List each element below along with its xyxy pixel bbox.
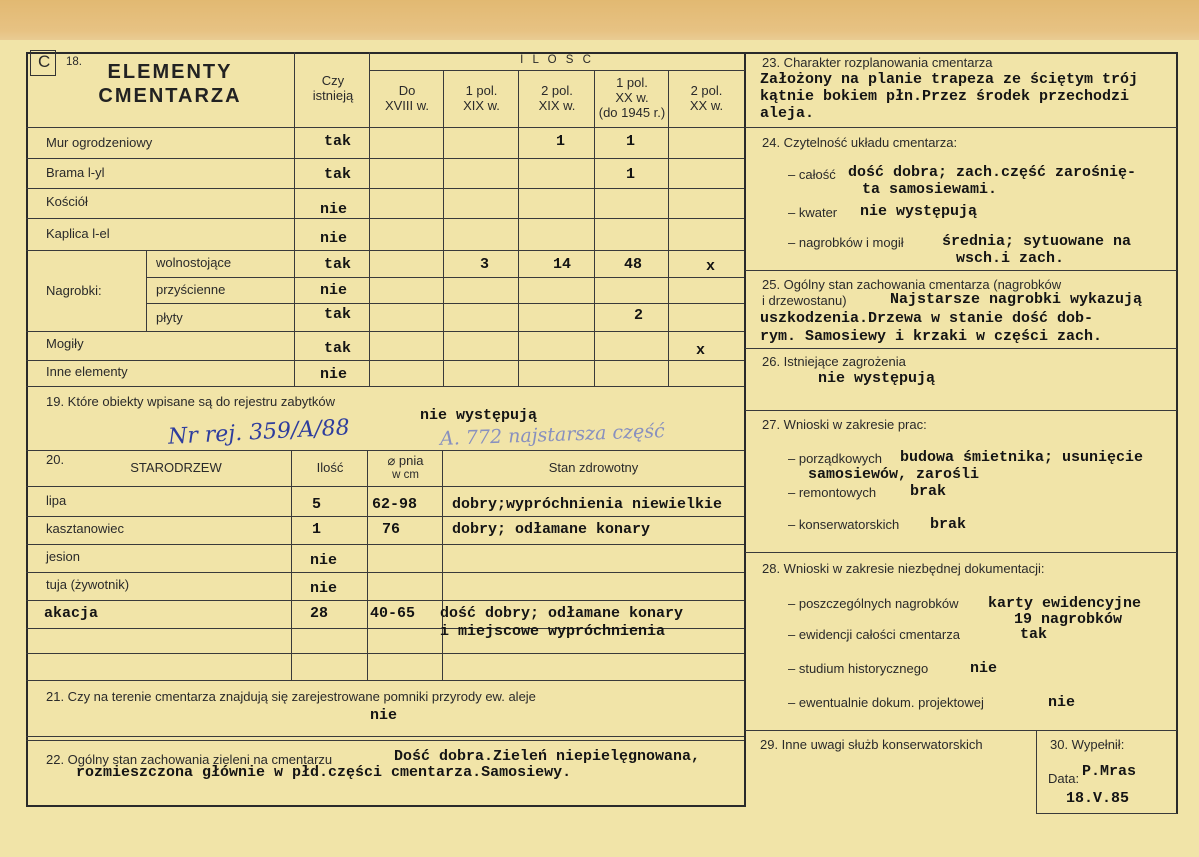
column-header-1pol-xx <box>595 76 669 121</box>
section-20-col-pnia <box>368 454 443 482</box>
tree-row-lipa-label: lipa <box>46 493 67 508</box>
column-header-2pol-xx-l2: XX w. <box>689 97 724 113</box>
section-28-ewidencji-value: tak <box>1020 626 1048 643</box>
section-20-col-pnia-l2: w cm <box>392 468 419 481</box>
element-row-wolnostojace-v2: 3 <box>480 256 490 273</box>
section-28-nagrobkow-value-line2: 19 nagrobków <box>1014 611 1123 628</box>
section-27-remontowych-value: brak <box>910 483 947 500</box>
section-20-col-pnia-l1: ⌀ pnia <box>387 453 424 468</box>
section-28-studium-label: – studium historycznego <box>788 661 929 676</box>
tree-row-jesion-qty: nie <box>310 552 338 569</box>
section-25-value-line3: rym. Samosiewy i krzaki w części zach. <box>760 328 1103 345</box>
column-header-1pol-xix <box>444 84 519 114</box>
column-header-2pol-xx-l1: 2 pol. <box>690 83 723 98</box>
section-29-label: 29. Inne uwagi służb konserwatorskich <box>760 737 983 752</box>
section-27-konserwatorskich-value: brak <box>930 516 967 533</box>
element-row-mogily-v5: x <box>696 342 706 359</box>
element-row-kaplica-label: Kaplica l-el <box>46 226 110 241</box>
column-header-czy-istnieja <box>296 74 370 104</box>
section-28-ewidencji-label: – ewidencji całości cmentarza <box>788 627 960 642</box>
element-row-plyty-v4: 2 <box>634 307 644 324</box>
section-28-studium-value: nie <box>970 660 998 677</box>
adhesive-tape-strip <box>0 0 1199 44</box>
section-18-number: 18. <box>66 56 82 68</box>
element-row-mur-v4: 1 <box>626 133 636 150</box>
column-header-do-xviii-l2: XVIII w. <box>384 97 430 113</box>
section-24-nagrobkow-label: – nagrobków i mogił <box>788 235 904 250</box>
element-row-plyty-label: płyty <box>156 310 183 325</box>
section-30-name: P.Mras <box>1082 763 1137 780</box>
tree-row-kasztanowiec-diam: 76 <box>382 521 401 538</box>
element-row-brama-v4: 1 <box>626 166 636 183</box>
section-27-remontowych-label: – remontowych <box>788 485 877 500</box>
section-20-number: 20. <box>46 452 65 467</box>
section-20-title: STARODRZEW <box>130 460 222 475</box>
section-25-label-line2: i drzewostanu) <box>762 293 847 308</box>
section-19-handwriting-faint: A. 772 najstarsza część <box>439 420 666 450</box>
column-header-czy-l1: Czy <box>321 73 345 88</box>
tree-row-tuja-label: tuja (żywotnik) <box>46 577 130 592</box>
section-27-porzadkowych-value-line2: samosiewów, zarośli <box>808 466 980 483</box>
element-row-plyty-exists: tak <box>324 306 352 323</box>
element-row-kosciol-label: Kościół <box>46 194 88 209</box>
section-26-label: 26. Istniejące zagrożenia <box>762 354 906 369</box>
element-row-mur-exists: tak <box>324 133 352 150</box>
column-header-2pol-xix-l1: 2 pol. <box>541 83 573 98</box>
column-header-do-xviii-l1: Do <box>398 83 416 98</box>
section-27-porzadkowych-label: – porządkowych <box>788 451 882 466</box>
section-24-nagrobkow-value-line2: wsch.i zach. <box>956 250 1065 267</box>
tree-row-jesion-label: jesion <box>46 549 80 564</box>
column-header-1pol-xx-l2: XX w. <box>615 89 649 105</box>
column-header-2pol-xx <box>669 84 744 114</box>
section-18-title-line2: CMENTARZA <box>98 85 242 107</box>
tree-row-lipa-diam: 62-98 <box>372 496 418 513</box>
column-header-1pol-xx-l3: (do 1945 r.) <box>598 104 666 120</box>
section-28-label: 28. Wnioski w zakresie niezbędnej dokumentacji: <box>762 561 1045 576</box>
section-19-value: nie występują <box>420 407 538 424</box>
section-18-title-line1: ELEMENTY <box>107 61 233 83</box>
section-25-value-line2: uszkodzenia.Drzewa w stanie dość dob- <box>760 310 1094 327</box>
section-22-value-line2: rozmieszczona głównie w płd.części cmentarza.Samosiewy. <box>76 764 572 781</box>
column-header-2pol-xix <box>519 84 595 114</box>
section-24-calosc-label: – całość <box>788 167 836 182</box>
section-27-porzadkowych-value-line1: budowa śmietnika; usunięcie <box>900 449 1144 466</box>
column-header-do-xviii <box>370 84 444 114</box>
element-row-mogily-exists: tak <box>324 340 352 357</box>
section-28-projektowej-label: – ewentualnie dokum. projektowej <box>788 695 984 710</box>
section-23-value-line3: aleja. <box>760 105 815 122</box>
section-20-col-stan: Stan zdrowotny <box>548 460 639 475</box>
section-27-label: 27. Wnioski w zakresie prac: <box>762 417 927 432</box>
section-22-label: 22. Ogólny stan zachowania zieleni na cmentarzu <box>46 752 333 767</box>
section-23-value-line2: kątnie bokiem płn.Przez środek przechodzi <box>760 88 1130 105</box>
element-row-wolnostojace-exists: tak <box>324 256 352 273</box>
ilosc-header: I L O Ś Ć <box>520 54 594 66</box>
element-row-kaplica-exists: nie <box>320 230 348 247</box>
section-25-label-line1: 25. Ogólny stan zachowania cmentarza (nagrobków <box>762 277 1062 292</box>
element-row-mur-v3: 1 <box>556 133 566 150</box>
section-24-kwater-value: nie występują <box>860 203 978 220</box>
section-26-value: nie występują <box>818 370 936 387</box>
section-27-konserwatorskich-label: – konserwatorskich <box>788 517 900 532</box>
element-row-mur-label: Mur ogrodzeniowy <box>46 135 153 150</box>
tree-row-akacja-label: akacja <box>44 605 99 622</box>
section-30-date-label: Data: <box>1048 771 1080 786</box>
element-row-przyscienne-exists: nie <box>320 282 348 299</box>
nagrobki-group-label: Nagrobki: <box>46 283 102 298</box>
section-24-label: 24. Czytelność układu cmentarza: <box>762 135 958 150</box>
section-24-calosc-value-line1: dość dobra; zach.część zarośnię- <box>848 164 1137 181</box>
element-row-brama-label: Brama l-yl <box>46 165 105 180</box>
section-24-nagrobkow-value-line1: średnia; sytuowane na <box>942 233 1132 250</box>
element-row-inne-exists: nie <box>320 366 348 383</box>
element-row-wolnostojace-label: wolnostojące <box>156 255 232 270</box>
element-row-wolnostojace-v3: 14 <box>553 256 572 273</box>
section-28-nagrobkow-label: – poszczególnych nagrobków <box>788 596 959 611</box>
element-row-wolnostojace-v5: x <box>706 258 716 275</box>
element-row-brama-exists: tak <box>324 166 352 183</box>
section-19-handwriting: Nr rej. 359/A/88 <box>167 415 351 450</box>
column-header-2pol-xix-l2: XIX w. <box>538 97 576 113</box>
tree-row-kasztanowiec-state: dobry; odłamane konary <box>452 521 651 538</box>
section-28-projektowej-value: nie <box>1048 694 1076 711</box>
tree-row-lipa-state: dobry;wypróchnienia niewielkie <box>452 496 723 513</box>
corner-letter: C <box>38 52 51 71</box>
tree-row-tuja-qty: nie <box>310 580 338 597</box>
section-30-date: 18.V.85 <box>1066 790 1130 807</box>
section-28-nagrobkow-value-line1: karty ewidencyjne <box>988 595 1142 612</box>
section-23-label: 23. Charakter rozplanowania cmentarza <box>762 55 993 70</box>
column-header-1pol-xx-l1: 1 pol. <box>616 75 648 90</box>
tree-row-akacja-diam: 40-65 <box>370 605 416 622</box>
column-header-1pol-xix-l2: XIX w. <box>463 97 500 113</box>
section-20-col-ilosc: Ilość <box>316 460 344 475</box>
section-30-label: 30. Wypełnił: <box>1050 737 1125 752</box>
column-header-1pol-xix-l1: 1 pol. <box>465 83 498 98</box>
tree-row-kasztanowiec-qty: 1 <box>312 521 322 538</box>
element-row-przyscienne-label: przyścienne <box>156 282 226 297</box>
element-row-mogily-label: Mogiły <box>46 336 84 351</box>
section-18-title <box>60 60 280 108</box>
section-21-value: nie <box>370 707 398 724</box>
tree-row-kasztanowiec-label: kasztanowiec <box>46 521 125 536</box>
column-header-czy-l2: istnieją <box>312 87 354 103</box>
section-22-value-line1: Dość dobra.Zieleń niepielęgnowana, <box>394 748 701 765</box>
tree-row-akacja-state-line2: i miejscowe wypróchnienia <box>440 623 666 640</box>
element-row-inne-label: Inne elementy <box>46 364 128 379</box>
tree-row-lipa-qty: 5 <box>312 496 322 513</box>
element-row-kosciol-exists: nie <box>320 201 348 218</box>
section-19-label: 19. Które obiekty wpisane są do rejestru zabytków <box>46 394 336 409</box>
section-24-kwater-label: – kwater <box>788 205 838 220</box>
tree-row-akacja-state: dość dobry; odłamane konary <box>440 605 684 622</box>
section-25-value-line1: Najstarsze nagrobki wykazują <box>890 291 1143 308</box>
tree-row-akacja-qty: 28 <box>310 605 329 622</box>
section-24-calosc-value-line2: ta samosiewami. <box>862 181 998 198</box>
element-row-wolnostojace-v4: 48 <box>624 256 643 273</box>
section-23-value-line1: Założony na planie trapeza ze ściętym trój <box>760 71 1139 88</box>
section-21-label: 21. Czy na terenie cmentarza znajdują się zarejestrowane pomniki przyrody ew. aleje <box>46 689 536 704</box>
